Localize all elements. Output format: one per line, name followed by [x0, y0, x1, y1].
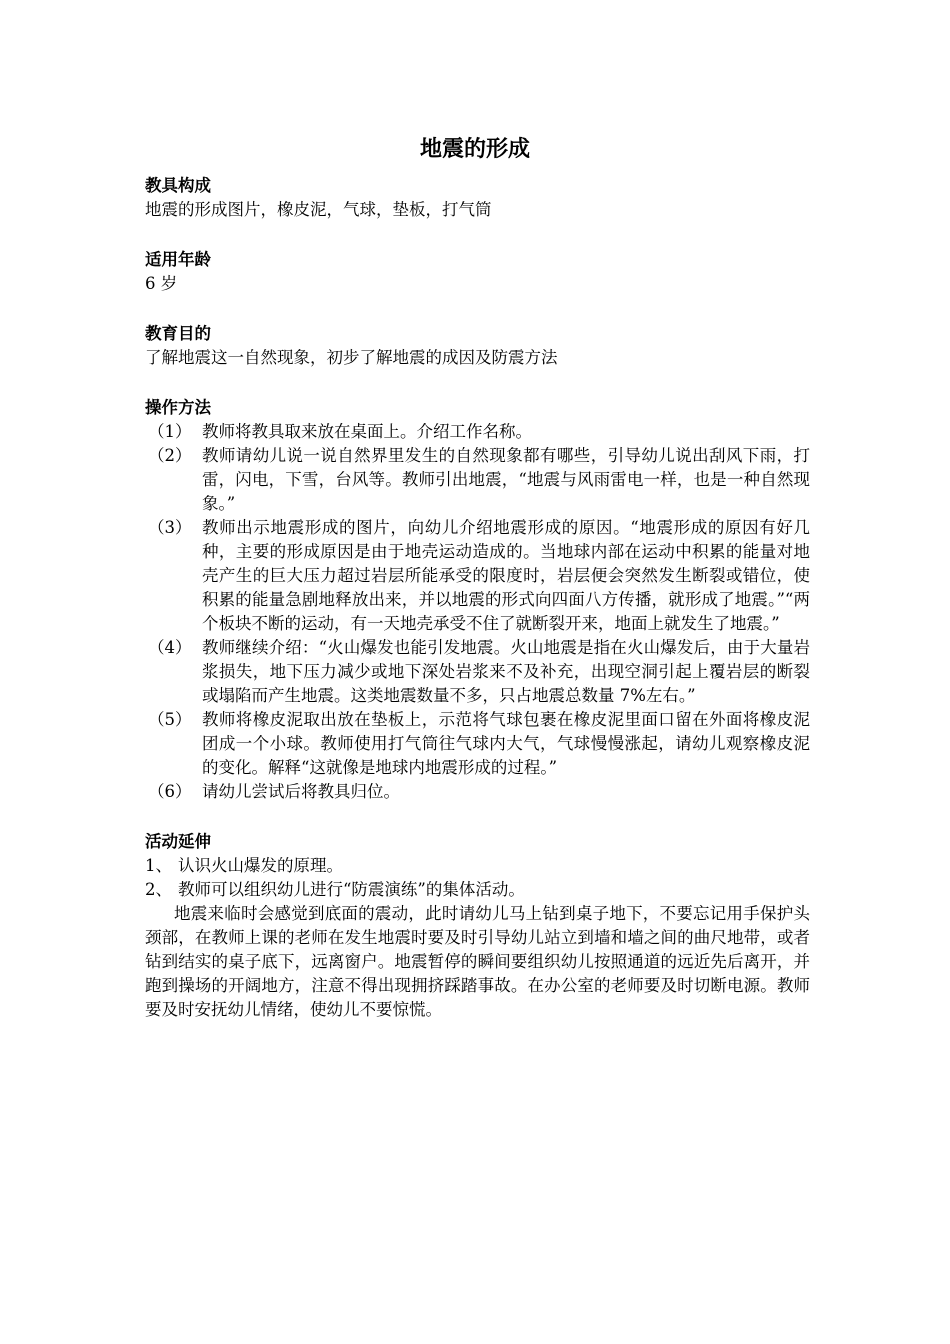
step-number: （4） — [148, 638, 192, 657]
purpose-heading: 教育目的 — [145, 324, 211, 343]
document-body — [145, 174, 810, 1022]
spacer — [145, 296, 810, 322]
method-step — [145, 780, 810, 804]
method-section — [145, 396, 810, 804]
step-text: 教师出示地震形成的图片，向幼儿介绍地震形成的原因。“地震形成的原因有好几种，主要的形成原因是由于地壳运动造成的。当地球内部在运动中积累的能量对地壳产生的巨大压力超过岩层所能承受的限度时，岩层便会突然发生断裂或错位，使积累的能量急剧地释放出来，并以地震的形式向四面八方传播，就形成了地震。”“两个板块不断的运动，有一天地壳承受不住了就断裂开来，地面上就发生了地震。” — [202, 518, 810, 633]
extension-heading: 活动延伸 — [145, 832, 211, 851]
step-text: 教师继续介绍：“火山爆发也能引发地震。火山地震是指在火山爆发后，由于大量岩浆损失，地下压力减少或地下深处岩浆来不及补充，出现空洞引起上覆岩层的断裂或塌陷而产生地震。这类地震数量不多，只占地震总数量 7%左右。” — [202, 638, 810, 705]
extension-section — [145, 830, 810, 1022]
step-number: （2） — [148, 446, 192, 465]
age-heading: 适用年龄 — [145, 250, 211, 269]
method-step — [145, 636, 810, 708]
method-heading: 操作方法 — [145, 398, 211, 417]
purpose-section — [145, 322, 810, 370]
step-number: （3） — [148, 518, 192, 537]
item-text: 教师可以组织幼儿进行“防震演练”的集体活动。 — [178, 880, 525, 899]
method-step — [145, 708, 810, 780]
step-number: （5） — [148, 710, 192, 729]
materials-section — [145, 174, 810, 222]
method-steps-list — [145, 420, 810, 804]
age-section — [145, 248, 810, 296]
step-text: 教师将教具取来放在桌面上。介绍工作名称。 — [202, 422, 532, 441]
item-text: 认识火山爆发的原理。 — [178, 856, 343, 875]
materials-heading: 教具构成 — [145, 176, 211, 195]
extension-item — [145, 854, 810, 878]
spacer — [145, 222, 810, 248]
spacer — [145, 804, 810, 830]
extension-list — [145, 854, 810, 902]
method-step — [145, 444, 810, 516]
spacer — [145, 370, 810, 396]
materials-text: 地震的形成图片，橡皮泥，气球，垫板，打气筒 — [145, 200, 492, 219]
age-text: 6 岁 — [145, 274, 178, 293]
method-step — [145, 420, 810, 444]
step-text: 教师请幼儿说一说自然界里发生的自然现象都有哪些，引导幼儿说出刮风下雨，打雷，闪电，下雪，台风等。教师引出地震，“地震与风雨雷电一样，也是一种自然现象。” — [202, 446, 810, 513]
item-number: 2、 — [145, 880, 172, 899]
step-number: （1） — [148, 422, 192, 441]
extension-item — [145, 878, 810, 902]
step-number: （6） — [148, 782, 192, 801]
method-step — [145, 516, 810, 636]
extension-paragraph: 地震来临时会感觉到底面的震动，此时请幼儿马上钻到桌子地下，不要忘记用手保护头颈部，在教师上课的老师在发生地震时要及时引导幼儿站立到墙和墙之间的曲尺地带，或者钻到结实的桌子底下，远离窗户。地震暂停的瞬间要组织幼儿按照通道的远近先后离开，并跑到操场的开阔地方，注意不得出现拥挤踩踏事故。在办公室的老师要及时切断电源。教师要及时安抚幼儿情绪，使幼儿不要惊慌。 — [145, 904, 810, 1019]
step-text: 请幼儿尝试后将教具归位。 — [202, 782, 400, 801]
page-title: 地震的形成 — [419, 137, 530, 162]
purpose-text: 了解地震这一自然现象，初步了解地震的成因及防震方法 — [145, 348, 558, 367]
item-number: 1、 — [145, 856, 172, 875]
step-text: 教师将橡皮泥取出放在垫板上，示范将气球包裹在橡皮泥里面口留在外面将橡皮泥团成一个小球。教师使用打气筒往气球内大气，气球慢慢涨起，请幼儿观察橡皮泥的变化。解释“这就像是地球内地震形成的过程。” — [202, 710, 810, 777]
